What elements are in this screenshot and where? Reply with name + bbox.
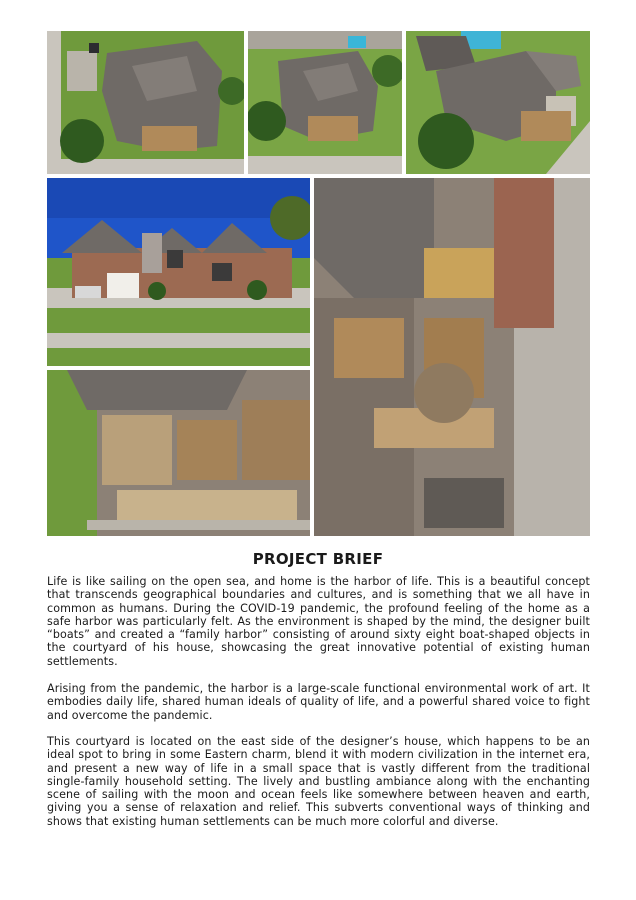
paragraph-2: Arising from the pandemic, the harbor is a large-scale functional environmental work of art. It embodies daily life, shared human ideals of quality of life, and a powerful shared voice to fight and overcome the pandemic. <box>47 682 590 722</box>
aerial-photo-3 <box>406 31 590 174</box>
paragraph-1: Life is like sailing on the open sea, and home is the harbor of life. This is a beautiful concept that transcends geographical boundaries and cultures, and is something that we all have in common as humans. During the COVID-19 pandemic, the profound feeling of the home as a safe harbor was particularly felt. As the environment is shaped by the mind, the designer built “boats” and created a “family harbor” consisting of around sixty eight boat-shaped objects in the courtyard of his house, showcasing the great innovative potential of existing human settlements. <box>47 575 590 668</box>
aerial-photo-1 <box>47 31 244 174</box>
street-view-photo <box>47 178 310 366</box>
courtyard-aerial-photo <box>314 178 590 536</box>
aerial-photo-2 <box>248 31 402 174</box>
paragraph-3: This courtyard is located on the east side of the designer’s house, which happens to be an ideal spot to bring in some Eastern charm, blend it with modern civilization in the internet era, and present a new way of life in a small space that is vastly different from the traditional single-family household setting. The lively and bustling ambiance along with the enchanting scene of sailing with the moon and ocean feels like somewhere between heaven and earth, giving you a sense of relaxation and relief. This subverts conventional ways of thinking and shows that existing human settlements can be much more colorful and diverse. <box>47 735 590 828</box>
courtyard-wide-photo <box>47 370 310 536</box>
section-title: PROJECT BRIEF <box>252 550 384 568</box>
